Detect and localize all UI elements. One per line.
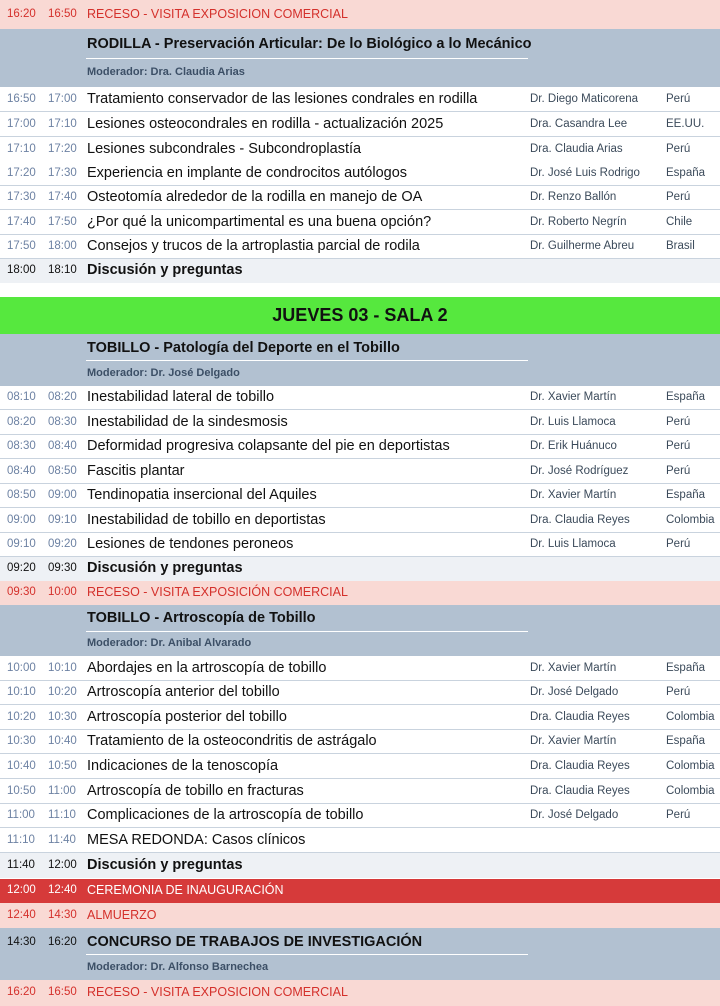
- speaker-country: Colombia: [666, 785, 715, 797]
- talk-row: [0, 112, 720, 137]
- end-time: 10:00: [48, 586, 77, 598]
- end-time: 17:20: [48, 143, 77, 155]
- break-label: ALMUERZO: [87, 908, 157, 922]
- speaker-country: Chile: [666, 216, 693, 228]
- start-time: 11:00: [7, 809, 35, 821]
- end-time: 11:00: [48, 785, 76, 797]
- speaker-country: EE.UU.: [666, 118, 705, 130]
- end-time: 10:40: [48, 735, 77, 747]
- speaker-country: Colombia: [666, 760, 715, 772]
- speaker-country: Perú: [666, 143, 691, 155]
- talk-title: Indicaciones de la tenoscopía: [87, 758, 279, 774]
- end-time: 17:00: [48, 93, 77, 105]
- talk-row: [0, 87, 720, 112]
- speaker-country: Colombia: [666, 514, 715, 526]
- break-label: RECESO - VISITA EXPOSICIÓN COMERCIAL: [87, 585, 348, 599]
- talk-row: [0, 435, 720, 459]
- talk-row: [0, 828, 720, 853]
- talk-row: [0, 459, 720, 484]
- speaker-name: Dr. Erik Huánuco: [530, 440, 617, 452]
- discussion-title: Discusión y preguntas: [87, 857, 243, 873]
- break-row: [0, 903, 720, 928]
- end-time: 17:40: [48, 191, 77, 203]
- speaker-country: Perú: [666, 465, 691, 477]
- start-time: 12:40: [7, 909, 36, 921]
- speaker-country: España: [666, 662, 706, 674]
- discussion-row: [0, 259, 720, 283]
- start-time: 10:40: [7, 760, 36, 772]
- speaker-name: Dra. Claudia Arias: [530, 143, 623, 155]
- start-time: 17:30: [7, 191, 36, 203]
- start-time: 17:20: [7, 167, 36, 179]
- discussion-row: [0, 557, 720, 581]
- discussion-title: Discusión y preguntas: [87, 262, 243, 278]
- speaker-name: Dr. Xavier Martín: [530, 489, 617, 501]
- end-time: 08:50: [48, 465, 77, 477]
- ceremony-label: CEREMONIA DE INAUGURACIÓN: [87, 883, 284, 897]
- speaker-name: Dra. Claudia Reyes: [530, 760, 630, 772]
- break-row: [0, 581, 720, 605]
- end-time: 11:10: [48, 809, 76, 821]
- speaker-country: Perú: [666, 686, 691, 698]
- end-time: 08:40: [48, 440, 77, 452]
- start-time: 09:10: [7, 538, 36, 550]
- end-time: 10:20: [48, 686, 77, 698]
- speaker-name: Dra. Claudia Reyes: [530, 711, 630, 723]
- speaker-name: Dr. José Delgado: [530, 809, 619, 821]
- end-time: 08:30: [48, 416, 77, 428]
- speaker-country: Perú: [666, 93, 691, 105]
- session-title: CONCURSO DE TRABAJOS DE INVESTIGACIÓN: [87, 934, 423, 950]
- start-time: 11:40: [7, 859, 35, 871]
- speaker-name: Dra. Claudia Reyes: [530, 785, 630, 797]
- speaker-name: Dra. Claudia Reyes: [530, 514, 630, 526]
- speaker-country: Perú: [666, 538, 691, 550]
- talk-title: Tendinopatia insercional del Aquiles: [87, 487, 317, 503]
- moderator-label: Moderador: Dra. Claudia Arias: [87, 66, 245, 78]
- speaker-country: España: [666, 391, 706, 403]
- start-time: 11:10: [7, 834, 35, 846]
- end-time: 09:20: [48, 538, 77, 550]
- talk-title: Abordajes en la artroscopía de tobillo: [87, 660, 327, 676]
- end-time: 16:20: [48, 936, 77, 948]
- speaker-name: Dr. Luis Llamoca: [530, 416, 616, 428]
- speaker-name: Dr. José Rodríguez: [530, 465, 629, 477]
- talk-title: Osteotomía alrededor de la rodilla en manejo de OA: [87, 189, 423, 205]
- talk-title: Lesiones osteocondrales en rodilla - actualización 2025: [87, 116, 444, 132]
- start-time: 10:00: [7, 662, 36, 674]
- talk-row: [0, 210, 720, 235]
- ceremony-row: [0, 879, 720, 903]
- talk-row: [0, 137, 720, 162]
- discussion-title: Discusión y preguntas: [87, 560, 243, 576]
- session-title: RODILLA - Preservación Articular: De lo Biológico a lo Mecánico: [87, 36, 532, 52]
- speaker-country: Perú: [666, 809, 691, 821]
- start-time: 10:50: [7, 785, 36, 797]
- talk-title: Artroscopía posterior del tobillo: [87, 709, 287, 725]
- start-time: 17:40: [7, 216, 36, 228]
- speaker-name: Dr. Diego Maticorena: [530, 93, 639, 105]
- moderator-label: Moderador: Dr. Alfonso Barnechea: [87, 961, 269, 973]
- speaker-name: Dra. Casandra Lee: [530, 118, 628, 130]
- start-time: 12:00: [7, 884, 36, 896]
- end-time: 09:10: [48, 514, 77, 526]
- talk-title: Deformidad progresiva colapsante del pie en deportistas: [87, 438, 450, 454]
- session-divider: [86, 631, 528, 632]
- end-time: 12:00: [48, 859, 77, 871]
- start-time: 08:20: [7, 416, 36, 428]
- talk-row: [0, 235, 720, 259]
- end-time: 09:30: [48, 562, 77, 574]
- end-time: 12:40: [48, 884, 77, 896]
- break-row: [0, 0, 720, 29]
- talk-row: [0, 186, 720, 210]
- moderator-label: Moderador: Dr. José Delgado: [87, 367, 240, 379]
- talk-title: Fascitis plantar: [87, 463, 185, 479]
- end-time: 16:50: [48, 986, 77, 998]
- speaker-country: Perú: [666, 416, 691, 428]
- talk-title: Tratamiento de la osteocondritis de astrágalo: [87, 733, 377, 749]
- talk-title: Inestabilidad de la sindesmosis: [87, 414, 288, 430]
- speaker-name: Dr. Roberto Negrín: [530, 216, 627, 228]
- start-time: 10:30: [7, 735, 36, 747]
- start-time: 14:30: [7, 936, 36, 948]
- talk-title: Inestabilidad lateral de tobillo: [87, 389, 275, 405]
- end-time: 14:30: [48, 909, 77, 921]
- session-divider: [86, 360, 528, 361]
- discussion-row: [0, 853, 720, 878]
- talk-title: Complicaciones de la artroscopía de tobillo: [87, 807, 364, 823]
- end-time: 16:50: [48, 8, 77, 20]
- start-time: 09:00: [7, 514, 36, 526]
- session-divider: [86, 58, 528, 59]
- speaker-country: España: [666, 735, 706, 747]
- session-row: [0, 29, 720, 87]
- speaker-name: Dr. José Luis Rodrigo: [530, 167, 640, 179]
- start-time: 09:20: [7, 562, 36, 574]
- end-time: 18:00: [48, 240, 77, 252]
- speaker-name: Dr. Luis Llamoca: [530, 538, 616, 550]
- talk-row: [0, 508, 720, 533]
- talk-row: [0, 681, 720, 705]
- end-time: 11:40: [48, 834, 76, 846]
- day-row: [0, 297, 720, 334]
- end-time: 09:00: [48, 489, 77, 501]
- start-time: 08:50: [7, 489, 36, 501]
- start-time: 18:00: [7, 264, 36, 276]
- talk-row: [0, 706, 720, 730]
- session-row: [0, 605, 720, 656]
- session-row: [0, 928, 720, 980]
- end-time: 10:10: [48, 662, 77, 674]
- moderator-label: Moderador: Dr. Anibal Alvarado: [87, 637, 252, 649]
- speaker-name: Dr. Renzo Ballón: [530, 191, 617, 203]
- start-time: 08:40: [7, 465, 36, 477]
- speaker-name: Dr. Xavier Martín: [530, 662, 617, 674]
- talk-title: Consejos y trucos de la artroplastia parcial de rodila: [87, 238, 420, 254]
- talk-title: Artroscopía anterior del tobillo: [87, 684, 280, 700]
- talk-row: [0, 386, 720, 410]
- speaker-name: Dr. Xavier Martín: [530, 735, 617, 747]
- end-time: 10:30: [48, 711, 77, 723]
- speaker-country: España: [666, 489, 706, 501]
- speaker-country: Perú: [666, 191, 691, 203]
- end-time: 17:10: [48, 118, 77, 130]
- talk-title: Tratamiento conservador de las lesiones condrales en rodilla: [87, 91, 478, 107]
- talk-title: Experiencia en implante de condrocitos autólogos: [87, 165, 408, 181]
- talk-title: Inestabilidad de tobillo en deportistas: [87, 512, 326, 528]
- start-time: 16:20: [7, 986, 36, 998]
- talk-row: [0, 161, 720, 186]
- talk-row: [0, 533, 720, 557]
- end-time: 17:50: [48, 216, 77, 228]
- talk-title: Artroscopía de tobillo en fracturas: [87, 783, 304, 799]
- talk-title: ¿Por qué la unicompartimental es una buena opción?: [87, 214, 432, 230]
- talk-title: Lesiones de tendones peroneos: [87, 536, 294, 552]
- speaker-name: Dr. Guilherme Abreu: [530, 240, 635, 252]
- break-row: [0, 980, 720, 1006]
- start-time: 08:10: [7, 391, 36, 403]
- talk-row: [0, 804, 720, 828]
- talk-row: [0, 780, 720, 804]
- session-row: [0, 334, 720, 386]
- speaker-country: España: [666, 167, 706, 179]
- speaker-country: Brasil: [666, 240, 695, 252]
- start-time: 08:30: [7, 440, 36, 452]
- speaker-country: Perú: [666, 440, 691, 452]
- speaker-country: Colombia: [666, 711, 715, 723]
- end-time: 18:10: [48, 264, 77, 276]
- talk-row: [0, 755, 720, 779]
- start-time: 10:10: [7, 686, 36, 698]
- start-time: 17:10: [7, 143, 36, 155]
- speaker-name: Dr. José Delgado: [530, 686, 619, 698]
- session-title: TOBILLO - Artroscopía de Tobillo: [87, 610, 316, 626]
- start-time: 10:20: [7, 711, 36, 723]
- talk-title: MESA REDONDA: Casos clínicos: [87, 832, 306, 848]
- session-title: TOBILLO - Patología del Deporte en el Tobillo: [87, 340, 400, 356]
- start-time: 17:00: [7, 118, 36, 130]
- end-time: 17:30: [48, 167, 77, 179]
- speaker-name: Dr. Xavier Martín: [530, 391, 617, 403]
- start-time: 09:30: [7, 586, 36, 598]
- start-time: 17:50: [7, 240, 36, 252]
- talk-row: [0, 410, 720, 435]
- session-divider: [86, 954, 528, 955]
- talk-row: [0, 730, 720, 754]
- start-time: 16:50: [7, 93, 36, 105]
- talk-row: [0, 484, 720, 508]
- talk-row: [0, 656, 720, 681]
- talk-title: Lesiones subcondrales - Subcondroplastía: [87, 141, 362, 157]
- day-title: JUEVES 03 - SALA 2: [272, 305, 448, 325]
- start-time: 16:20: [7, 8, 36, 20]
- end-time: 10:50: [48, 760, 77, 772]
- end-time: 08:20: [48, 391, 77, 403]
- break-label: RECESO - VISITA EXPOSICION COMERCIAL: [87, 7, 348, 21]
- break-label: RECESO - VISITA EXPOSICION COMERCIAL: [87, 985, 348, 999]
